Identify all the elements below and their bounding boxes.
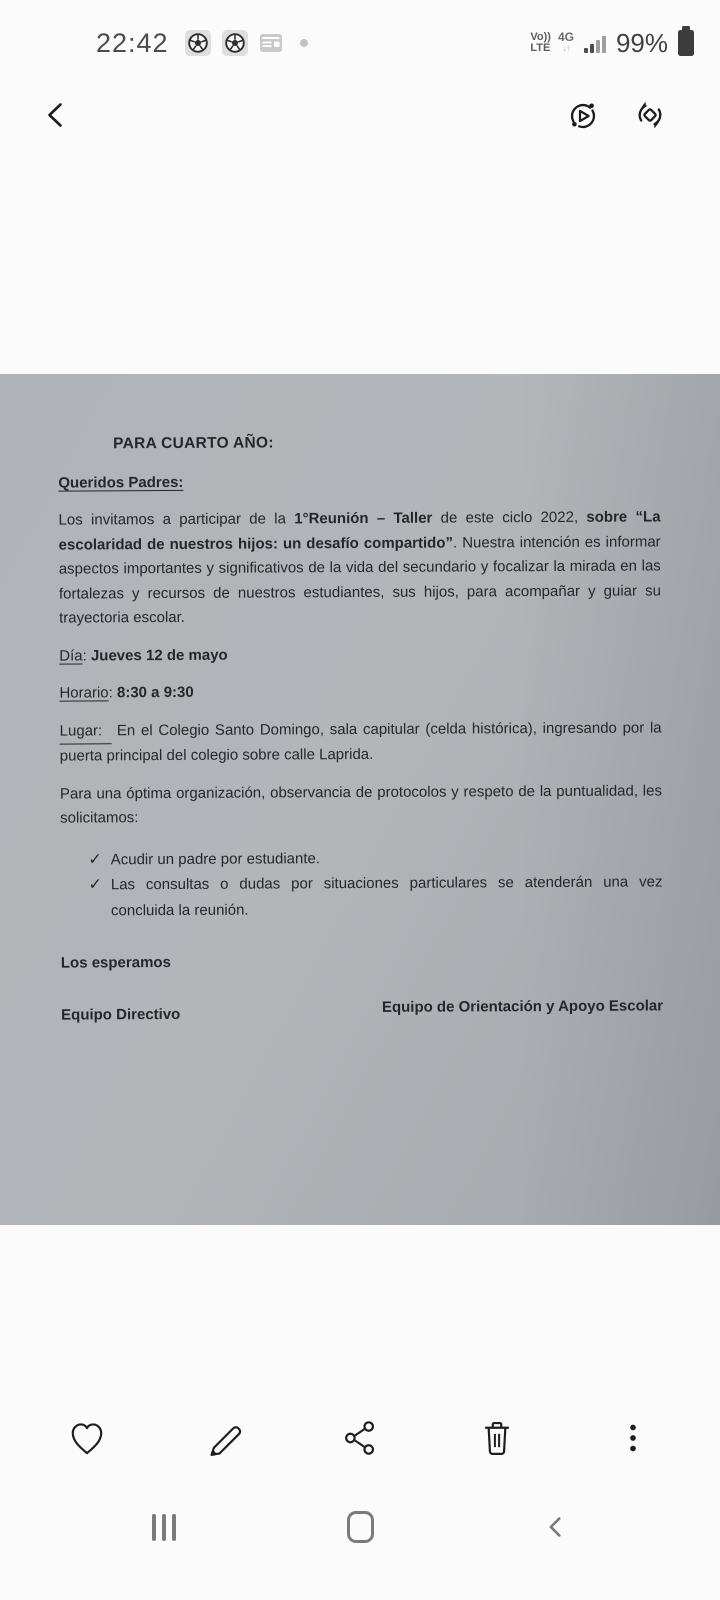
vertical-ellipsis-icon: [611, 1416, 655, 1460]
photo-viewer-image[interactable]: [0, 374, 720, 1225]
document-paragraph-invitation: Los invitamos a participar de la 1°Reunión – Taller de este ciclo 2022, sobre “La escolaridad de nuestros hijos: un desafío compartido”. Nuestra intención es informar aspectos importantes y significativos de la vida del secundario y focalizar la mirada en las fortalezas y recursos de nuestros estudiantes, sus hijos, para acompañar y guiar su trayectoria escolar.: [58, 508, 661, 627]
signature-right: Equipo de Orientación y Apoyo Escolar: [381, 996, 664, 1016]
volte-icon: Vo)) LTE: [530, 31, 551, 54]
status-bar: [0, 0, 720, 72]
android-navigation-bar: [0, 1494, 720, 1560]
nav-back-button[interactable]: [534, 1505, 578, 1549]
document-photo-content: [0, 372, 720, 1227]
more-notifications-dot-icon: [300, 39, 308, 47]
notes-widget-icon: [259, 32, 283, 54]
share-icon: [338, 1416, 382, 1460]
edit-button[interactable]: [199, 1413, 249, 1463]
document-salutation: Queridos Padres:: [58, 473, 184, 492]
battery-percent: 99%: [615, 27, 668, 58]
trash-icon: [475, 1416, 519, 1460]
more-options-button[interactable]: [608, 1413, 658, 1463]
checkmark-icon: ✓: [88, 876, 102, 894]
document-line-place: Lugar: En el Colegio Santo Domingo, sala capitular (celda histórica), ingresando por la puerta principal del colegio sobre calle Laprida.: [59, 718, 662, 765]
checklist-item: ✓ Acudir un padre por estudiante.: [88, 844, 662, 873]
document-heading: PARA CUARTO AÑO:: [113, 434, 274, 453]
soccer-ball-icon: [185, 30, 211, 56]
home-button[interactable]: [338, 1505, 382, 1549]
notification-icons: [185, 30, 308, 56]
document-paragraph-protocol: Para una óptima organización, observancia de protocolos y respeto de la puntualidad, les solicitamos:: [59, 781, 663, 827]
status-bar-system-icons: [530, 28, 694, 59]
back-button[interactable]: [32, 91, 80, 139]
pencil-icon: [202, 1416, 246, 1460]
favorite-button[interactable]: [62, 1413, 112, 1463]
battery-icon: [678, 30, 694, 56]
signal-strength-icon: [584, 33, 606, 53]
heart-icon: [65, 1416, 109, 1460]
checkmark-icon: ✓: [88, 850, 102, 868]
nav-back-chevron-icon: [541, 1512, 571, 1542]
document-line-time: Horario: 8:30 a 9:30: [59, 683, 194, 702]
delete-button[interactable]: [472, 1413, 522, 1463]
soccer-ball-icon: [222, 30, 248, 56]
recents-icon: [152, 1514, 176, 1541]
motion-photo-button[interactable]: [559, 91, 607, 139]
mobile-data-4g-icon: 4G ↓↑: [557, 30, 574, 53]
document-signatures: [61, 996, 664, 1028]
checklist-item: ✓ Las consultas o dudas por situaciones particulares se atenderán una vez concluida la reunión.: [88, 869, 662, 923]
rotate-icon: [632, 97, 668, 133]
gallery-toolbar: [0, 1402, 720, 1474]
home-icon: [347, 1511, 374, 1543]
document-closing: Los esperamos: [60, 953, 171, 972]
motion-photo-icon: [565, 97, 601, 133]
recents-button[interactable]: [142, 1505, 186, 1549]
clock: 22:42: [96, 27, 169, 58]
document-line-day: Día: Jueves 12 de mayo: [59, 646, 228, 665]
document-checklist: [88, 844, 662, 924]
share-button[interactable]: [335, 1413, 385, 1463]
signature-left: Equipo Directivo: [61, 1005, 181, 1024]
rotate-button[interactable]: [626, 91, 674, 139]
app-bar: [0, 84, 720, 146]
back-chevron-icon: [40, 99, 72, 131]
